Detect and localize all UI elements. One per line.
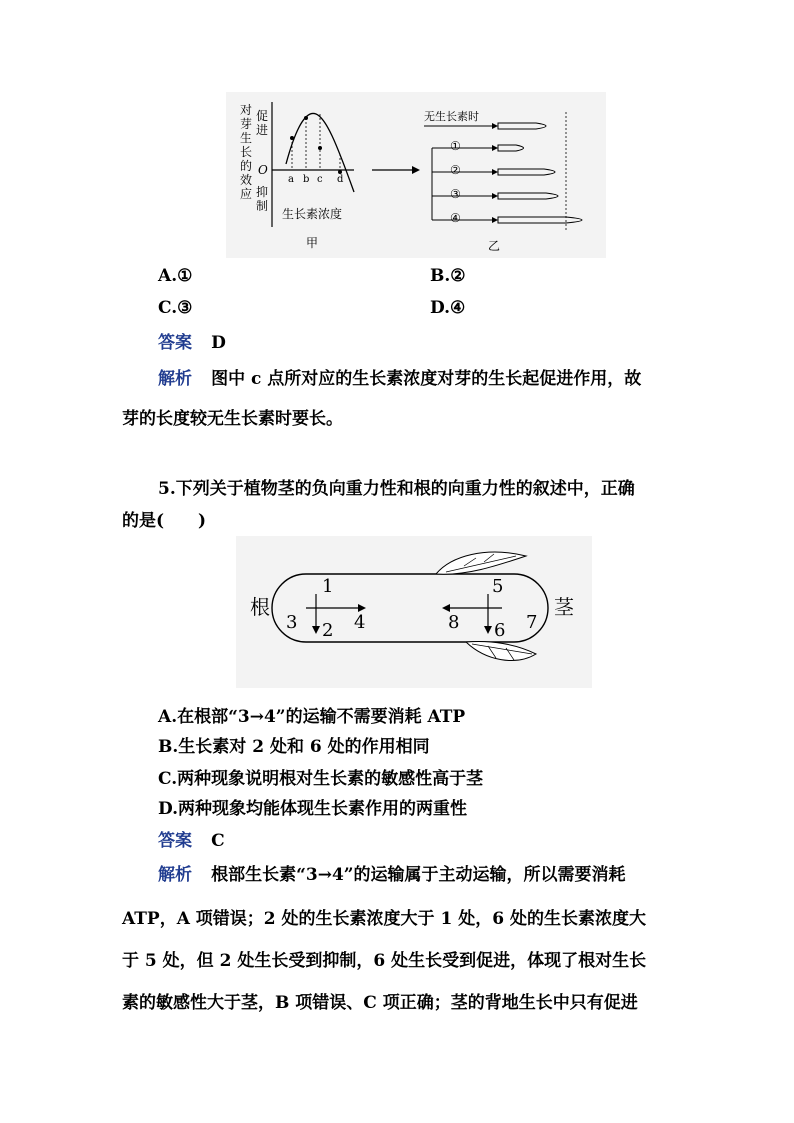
q5-option-d: D.两种现象均能体现生长素作用的两重性 — [158, 799, 468, 819]
svg-text:效: 效 — [240, 173, 253, 187]
q4-analysis-row — [158, 364, 641, 389]
caption-left: 甲 — [306, 236, 319, 250]
num-4: 4 — [354, 612, 366, 633]
q4-answer-label: 答案 — [158, 333, 192, 353]
figure-root-stem — [236, 536, 592, 688]
caption-right: 乙 — [488, 239, 501, 253]
num-2: 2 — [322, 620, 334, 641]
num-6: 6 — [494, 620, 506, 641]
point-label-a: a — [288, 174, 294, 185]
q5-option-c: C.两种现象说明根对生长素的敏感性高于茎 — [158, 769, 484, 789]
q5-analysis-line2: ATP，A 项错误；2 处的生长素浓度大于 1 处，6 处的生长素浓度大 — [122, 909, 646, 929]
svg-text:生: 生 — [240, 131, 253, 145]
q5-answer-label: 答案 — [158, 831, 192, 851]
figure-root-stem-svg — [236, 536, 592, 688]
svg-text:制: 制 — [256, 199, 269, 213]
root-label: 根 — [250, 595, 270, 619]
q5-stem-line2: 的是( ) — [122, 511, 207, 531]
q4-analysis-line2: 芽的长度较无生长素时要长。 — [122, 409, 343, 429]
q4-option-a: A.① — [158, 266, 193, 286]
q5-option-b: B.生长素对 2 处和 6 处的作用相同 — [158, 737, 430, 757]
q4-analysis-label: 解析 — [158, 369, 192, 389]
marker-2: ② — [450, 163, 461, 177]
q5-answer: C — [211, 831, 225, 851]
num-1: 1 — [322, 576, 334, 597]
q5-analysis-line3: 于 5 处，但 2 处生长受到抑制，6 处生长受到促进，体现了根对生长 — [122, 951, 647, 971]
origin-label: O — [258, 163, 268, 177]
q5-analysis-line4: 素的敏感性大于茎，B 项错误、C 项正确；茎的背地生长中只有促进 — [122, 993, 638, 1013]
point-c — [318, 146, 322, 150]
q5-stem-line1: 5.下列关于植物茎的负向重力性和根的向重力性的叙述中，正确 — [158, 479, 635, 499]
q5-analysis-row — [158, 860, 626, 885]
inhibit-label: 抑 — [256, 185, 269, 199]
marker-3: ③ — [450, 187, 461, 201]
q5-answer-row — [158, 826, 225, 851]
point-b — [304, 116, 308, 120]
q5-analysis-label: 解析 — [158, 865, 192, 885]
q4-answer-row — [158, 328, 226, 353]
point-label-c: c — [317, 174, 323, 185]
svg-text:的: 的 — [240, 159, 253, 173]
q4-option-b: B.② — [430, 266, 466, 286]
point-label-d: d — [337, 174, 344, 185]
stem-label: 茎 — [554, 595, 574, 619]
figure-auxin-bud — [226, 92, 606, 258]
figure-auxin-bud-svg — [226, 92, 606, 258]
point-label-b: b — [303, 174, 310, 185]
svg-text:长: 长 — [240, 145, 253, 159]
point-a — [290, 136, 294, 140]
q4-answer: D — [211, 333, 226, 353]
num-8: 8 — [448, 612, 460, 633]
promote-label: 促 — [256, 109, 269, 123]
q4-analysis-line1: 图中 c 点所对应的生长素浓度对芽的生长起促进作用，故 — [211, 369, 642, 389]
q4-option-d: D.④ — [430, 298, 466, 318]
num-7: 7 — [526, 612, 538, 633]
xlabel: 生长素浓度 — [282, 207, 343, 221]
q5-analysis-line1: 根部生长素“3→4”的运输属于主动运输，所以需要消耗 — [211, 865, 626, 885]
no-auxin-label: 无生长素时 — [424, 110, 479, 123]
svg-text:应: 应 — [240, 187, 253, 201]
num-5: 5 — [492, 576, 504, 597]
q5-option-a: A.在根部“3→4”的运输不需要消耗 ATP — [158, 707, 466, 727]
svg-text:进: 进 — [256, 123, 269, 137]
num-3: 3 — [286, 612, 298, 633]
marker-4: ④ — [450, 211, 461, 225]
q4-option-c: C.③ — [158, 298, 193, 318]
graph-ylabel-c1: 对 — [240, 103, 253, 117]
svg-text:芽: 芽 — [240, 117, 253, 131]
marker-1: ① — [450, 139, 461, 153]
